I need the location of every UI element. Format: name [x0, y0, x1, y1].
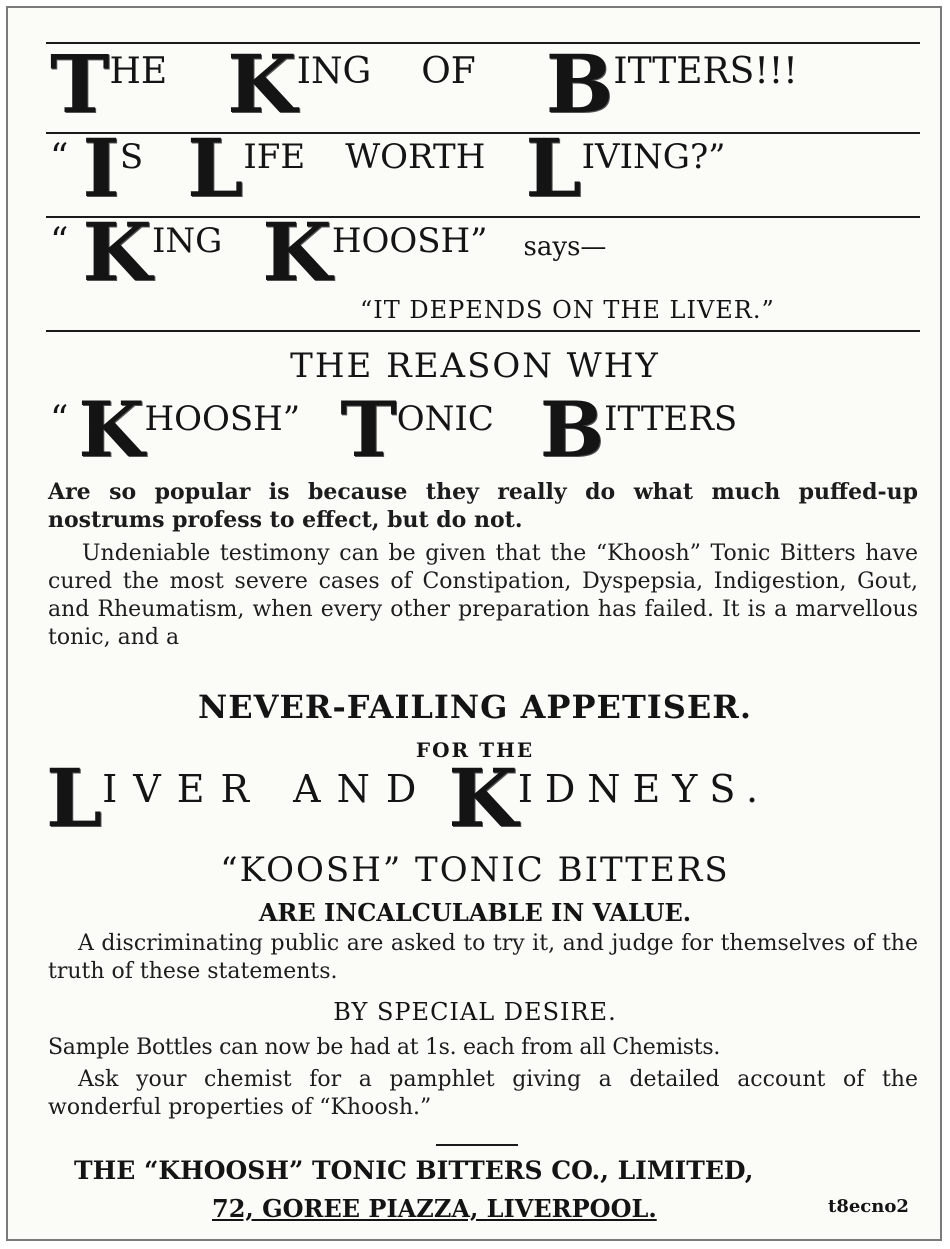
- footer-short-rule: [436, 1144, 518, 1146]
- special-line-1: Sample Bottles can now be had at 1s. each from all Chemists.: [48, 1035, 721, 1060]
- headline-quote: “IT DEPENDS ON THE LIVER.”: [360, 296, 775, 324]
- value-subtitle: ARE INCALCULABLE IN VALUE.: [258, 898, 692, 927]
- product-initial-k: K: [78, 385, 145, 474]
- kidneys-initial-k: K: [448, 751, 518, 845]
- headline-1-word-of: OF: [421, 51, 476, 92]
- headline-1-word-the: HE: [109, 51, 168, 92]
- appetiser-for-the: FOR THE: [415, 738, 535, 762]
- headline-1-initial-b: B: [545, 37, 614, 131]
- headline-1-word-king: ING: [296, 51, 372, 92]
- product-initial-b: B: [539, 385, 605, 474]
- product-word-tonic: ONIC: [396, 399, 494, 439]
- product-word-bitters: ITTERS: [604, 399, 738, 439]
- headline-3-open-quote: “: [50, 221, 69, 262]
- headline-3-initial-k2: K: [262, 205, 332, 299]
- footer-company: THE “KHOOSH” TONIC BITTERS CO., LIMITED,: [74, 1156, 754, 1185]
- special-line-2: Ask your chemist for a pamphlet giving a detailed account of the wonderful properties of “Khoosh.”: [48, 1067, 918, 1120]
- product-name-line: [50, 385, 738, 474]
- reason-heading: THE REASON WHY: [290, 346, 660, 386]
- headline-line-3: [50, 205, 607, 299]
- headline-3-initial-k: K: [82, 205, 152, 299]
- rule-4: [46, 330, 920, 332]
- footer-address: 72, GOREE PIAZZA, LIVERPOOL.: [212, 1194, 657, 1223]
- headline-3-says: says—: [523, 232, 607, 262]
- reason-paragraph-2: Undeniable testimony can be given that the “Khoosh” Tonic Bitters have cured the most severe cases of Constipation, Dyspepsia, Indigestion, Gout, and Rheumatism, when every other preparation has failed. It is a marvellous tonic, and a: [48, 541, 918, 650]
- liver-and-words: IVER AND: [102, 767, 433, 811]
- appetiser-title: NEVER-FAILING APPETISER.: [198, 688, 752, 726]
- headline-2-word-worth: WORTH: [345, 137, 486, 177]
- headline-1-initial-k: K: [227, 37, 297, 131]
- headline-line-2: [50, 121, 726, 215]
- headline-2-initial-i: I: [82, 121, 120, 215]
- headline-1-word-bitters: ITTERS!!!: [613, 51, 798, 92]
- headline-3-word-king: ING: [151, 221, 223, 261]
- liver-initial-l: L: [46, 751, 103, 845]
- headline-3-word-khoosh: HOOSH”: [331, 221, 488, 261]
- product-open-quote: “: [50, 399, 69, 440]
- value-paragraph: A discriminating public are asked to try it, and judge for themselves of the truth of these statements.: [48, 931, 918, 984]
- product-initial-t: T: [340, 385, 397, 474]
- special-title: BY SPECIAL DESIRE.: [333, 998, 617, 1026]
- reason-paragraph-1: Are so popular is because they really do what much puffed-up nostrums profess to effect, but do not.: [48, 479, 918, 533]
- headline-2-word-life: IFE: [243, 137, 306, 177]
- liver-kidneys-line: [46, 751, 771, 845]
- product-word-khoosh: HOOSH”: [144, 399, 301, 439]
- headline-1-initial-t: T: [50, 37, 110, 131]
- headline-2-word-is: S: [119, 137, 144, 177]
- value-title: “KOOSH” TONIC BITTERS: [220, 850, 730, 890]
- headline-2-open-quote: “: [50, 137, 69, 178]
- headline-2-initial-l: L: [187, 121, 244, 215]
- headline-line-1: [50, 37, 798, 131]
- headline-2-initial-l2: L: [525, 121, 582, 215]
- kidneys-word: IDNEYS.: [517, 767, 771, 811]
- headline-2-word-living: IVING?”: [581, 137, 726, 177]
- footer-code: t8ecno2: [828, 1196, 909, 1217]
